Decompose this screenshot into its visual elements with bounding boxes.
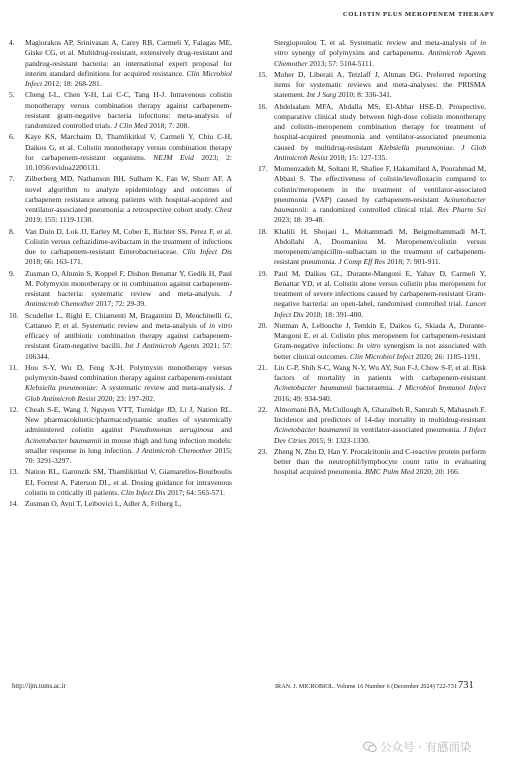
wechat-icon bbox=[363, 741, 377, 753]
reference-segment: in mouse thigh and lung infection models: smaller response in lung infection. bbox=[25, 435, 232, 455]
reference-number: 18. bbox=[258, 226, 268, 236]
reference-segment: 2015; 9: 1323-1330. bbox=[306, 435, 370, 445]
reference-italic-segment: J Glob Antimicrob Resist bbox=[25, 383, 232, 403]
reference-item bbox=[258, 38, 486, 69]
reference-item bbox=[9, 405, 232, 467]
reference-item bbox=[258, 227, 486, 268]
reference-text bbox=[274, 227, 486, 268]
reference-italic-segment: J Infect Dev Ctries bbox=[274, 425, 486, 445]
reference-italic-segment: Int J Antimicrob Agents bbox=[124, 341, 200, 351]
reference-segment: Hou S-Y, Wu D, Feng X-H. Polymyxin monotherapy versus polymyxin-based combination therapy against carbapenem-resistant bbox=[25, 362, 232, 382]
reference-number: 17. bbox=[258, 164, 268, 173]
reference-segment: Khalili H, Shojaei L, Mohammadi M, Beigmohammadi M-T, Abdollahi A, Doomanlou M. Meropenem/colistin versus meropenem/ampicillin–sulbactam in the treatment of carbapenem-resistant pneumonia. bbox=[274, 226, 486, 267]
reference-item bbox=[258, 102, 486, 164]
reference-segment: Cheah S-E, Wang J, Nguyen VTT, Turnidge JD, Li J, Nation RL. New pharmacokinetic/pharmacodynamic studies of systemically administered colistin against bbox=[25, 404, 232, 435]
reference-italic-segment: Clin Infect Dis bbox=[121, 487, 166, 497]
reference-number: 10. bbox=[9, 310, 19, 320]
watermark-text: 公众号 · 有感而染 bbox=[380, 740, 472, 754]
reference-text bbox=[25, 405, 232, 467]
reference-segment: 2016; 49: 934-940. bbox=[274, 393, 332, 403]
reference-italic-segment: Klebsiella pneumoniae. J Glob Antimicrob Resist bbox=[274, 142, 486, 162]
reference-italic-segment: NEJM Evid bbox=[153, 152, 194, 162]
reference-number: 20. bbox=[258, 320, 268, 330]
reference-segment: Zusman O, Altunin S, Koppel F, Dishon Benattar Y, Gedik H, Paul M. Polymyxin monotherapy or in combination against carbapenem-resistant bacteria: systematic review and meta-analysis. bbox=[25, 268, 232, 298]
reference-segment: 2021; 57: 106344. bbox=[25, 341, 232, 361]
reference-segment: Nutman A, Lellouche J, Temkin E, Daikos G, Skiada A, Durante-Mangoni E, et al. Colistin plus meropenem for carbapenem-resistant Gram-negative infections: bbox=[274, 320, 486, 351]
reference-number: 11. bbox=[9, 362, 19, 372]
reference-item bbox=[9, 269, 232, 310]
reference-segment: synergism is not associated with better clinical outcomes. bbox=[274, 341, 487, 361]
reference-segment: 2017; 64: 565-571. bbox=[165, 487, 225, 497]
reference-italic-segment: In vitro bbox=[357, 341, 381, 351]
reference-number: 15. bbox=[258, 69, 268, 79]
reference-italic-segment: Antimicrob Agents Chemother bbox=[274, 48, 486, 68]
reference-italic-segment: Acinetobacter baumannii bbox=[274, 425, 351, 435]
reference-italic-segment: BMC Pulm Med bbox=[364, 467, 415, 477]
reference-segment: 2023; 18: 39-48. bbox=[274, 215, 325, 225]
reference-text bbox=[25, 311, 232, 362]
reference-segment: 2020; 20: 166. bbox=[414, 467, 460, 477]
reference-item bbox=[9, 38, 232, 89]
reference-italic-segment: Acinetobacter baumannii: bbox=[274, 194, 486, 214]
reference-segment: Nation RL, Garonzik SM, Thamlikitkul V, Giamarellos-Bourboulis EJ, Forrest A, Paterson DL, et al. Dosing guidance for intravenous colistin in critically ill patients. bbox=[25, 467, 232, 497]
reference-segment: 2017; 72: 29-39. bbox=[94, 299, 147, 309]
reference-segment: 2023; 2: 10.1056/evidoa2200131. bbox=[25, 152, 232, 172]
reference-segment: Moher D, Liberati A, Tetzlaff J, Altman DG. Preferred reporting items for systematic reviews and meta-analyses: the PRISMA statement. bbox=[274, 69, 486, 100]
reference-segment: Momenzadeh M, Soltani R, Shafiee F, Hakamifard A, Pourahmad M, Abbasi S. The effectiveness of colistin/levofloxacin compared to colistin/meropenem in the treatment of ventilator-associated pneumonia (VAP) caused by carbapenem-resistant bbox=[274, 164, 486, 204]
reference-number: 21. bbox=[258, 362, 268, 372]
reference-number: 13. bbox=[9, 467, 19, 477]
reference-segment: and bbox=[213, 425, 232, 435]
reference-segment: 2013; 57: 5104-5111. bbox=[307, 58, 375, 68]
reference-italic-segment: J Microbiol Immunol Infect bbox=[397, 383, 486, 393]
reference-text bbox=[274, 321, 486, 362]
reference-segment: 2018; 7: 208. bbox=[147, 121, 190, 130]
reference-item bbox=[258, 164, 486, 226]
reference-segment: Abdelsalam MFA, Abdalla MS, El-Abhar HSE-D. Prospective, comparative clinical study between high-dose colistin monotherapy and colistin–meropenem combination therapy for treatment of hospital-acquired pneumonia and ventilator-associated pneumonia caused by multidrug-resistant bbox=[274, 101, 486, 152]
reference-italic-segment: Acinetobacter baumannii bbox=[274, 383, 353, 393]
reference-number: 7. bbox=[9, 174, 15, 184]
reference-segment: 2018; 18: 391-400. bbox=[303, 309, 364, 319]
watermark bbox=[363, 739, 471, 755]
reference-number: 16. bbox=[258, 101, 268, 111]
reference-number: 9. bbox=[9, 268, 15, 278]
reference-number: 14. bbox=[9, 499, 19, 508]
reference-text bbox=[25, 132, 232, 173]
reference-italic-segment: J Antimicrob Chemother bbox=[135, 445, 212, 455]
reference-segment: synergy of polymyxins and carbapenems. bbox=[287, 48, 429, 58]
reference-number: 8. bbox=[9, 226, 15, 236]
reference-segment: 2020; 26: 1185-1191. bbox=[413, 351, 481, 361]
reference-italic-segment: Res Pharm Sci bbox=[437, 205, 487, 214]
reference-text bbox=[25, 269, 232, 310]
reference-italic-segment: Pseudomonas aeruginosa bbox=[130, 425, 214, 435]
reference-text bbox=[25, 363, 232, 404]
reference-number: 19. bbox=[258, 268, 268, 278]
reference-segment: Paul M, Daikos GL, Durante-Mangoni E, Yahav D, Carmeli Y, Benattar YD, et al. Colistin alone versus colistin plus meropenem for treatment of severe infections caused by carbapenem-resistant Gram-negative bacteria: an open-label, randomised controlled trial. bbox=[274, 268, 486, 309]
reference-italic-segment: J Comp Eff Res bbox=[338, 257, 386, 267]
reference-italic-segment: J Antimicrob Chemother bbox=[25, 289, 232, 309]
reference-text bbox=[274, 269, 486, 320]
footer-url: http://ijm.tums.ac.ir bbox=[12, 683, 66, 690]
reference-item bbox=[258, 363, 486, 404]
reference-text bbox=[274, 38, 486, 69]
reference-text bbox=[274, 405, 486, 446]
reference-number: 5. bbox=[9, 90, 15, 100]
reference-text bbox=[25, 90, 232, 131]
reference-segment: Stergiopoulou T, et al. Systematic review and meta-analysis of bbox=[274, 38, 481, 47]
reference-segment: Cheng I-L, Chen Y-H, Lai C-C, Tang H-J. Intravenous colistin monotherapy versus combination therapy against carbapenem-resistant gram-negative bacteria infections: meta-analysis of randomized controlled trials. bbox=[25, 90, 232, 130]
reference-segment: 2018; 66: 163-171. bbox=[25, 257, 83, 267]
reference-item bbox=[258, 447, 486, 478]
running-title: COLISTIN PLUS MEROPENEM THERAPY bbox=[342, 11, 495, 18]
reference-text bbox=[274, 102, 486, 164]
reference-item bbox=[9, 132, 232, 173]
reference-text bbox=[25, 467, 232, 498]
reference-italic-segment: Klebsiella pneumoniae: bbox=[25, 383, 99, 393]
reference-segment: 2010; 8: 336-341. bbox=[336, 90, 392, 100]
reference-number: 12. bbox=[9, 404, 19, 414]
reference-item bbox=[9, 174, 232, 225]
reference-segment: 2018; 15: 127-135. bbox=[327, 152, 388, 162]
reference-italic-segment: in vitro bbox=[209, 320, 232, 330]
reference-item bbox=[258, 321, 486, 362]
reference-text bbox=[25, 174, 232, 225]
reference-item bbox=[9, 90, 232, 131]
reference-segment: A systematic review and meta-analysis. bbox=[98, 383, 229, 393]
reference-text bbox=[274, 363, 486, 404]
reference-italic-segment: J Clin Med bbox=[113, 121, 148, 130]
reference-item bbox=[9, 499, 232, 509]
reference-italic-segment: Clin Infect Dis bbox=[182, 247, 232, 256]
reference-segment: 2012; 18: 268-281. bbox=[42, 79, 102, 88]
reference-segment: Zusman O, Avni T, Leibovici L, Adler A, Friberg L, bbox=[25, 499, 182, 508]
reference-number: 4. bbox=[9, 38, 15, 47]
reference-item bbox=[9, 363, 232, 404]
reference-segment: 2020; 23: 197-202. bbox=[95, 393, 155, 403]
reference-italic-segment: Acinetobacter baumannii bbox=[25, 435, 102, 445]
reference-text bbox=[274, 447, 486, 478]
reference-italic-segment: Lancet Infect Dis bbox=[274, 299, 486, 319]
reference-segment: 2018; 7: 901-911. bbox=[385, 257, 441, 267]
reference-italic-segment: in vitro bbox=[274, 38, 486, 58]
reference-segment: Zheng N, Zhu D, Han Y. Procalcitonin and C-reactive protein perform better than the neutrophil/lymphocyte count ratio in evaluating hospital acquired pneumonia. bbox=[274, 446, 486, 477]
reference-segment: Magiorakos AP, Srinivasan A, Carey RB, Carmeli Y, Falagas ME, Giske CG, et al. Multidrug-resistant, extensively drug-resistant and pandrug-resistant bacteria: an international expert proposal for interim standard definitions for acquired resistance. bbox=[25, 38, 232, 78]
page-number: 731 bbox=[458, 680, 474, 691]
reference-italic-segment: Clin Microbiol Infect bbox=[349, 351, 414, 361]
reference-segment: Van Duin D, Lok JJ, Earley M, Cober E, Richter SS, Perez F, et al. Colistin versus ceftazidime-avibactam in the treatment of infections due to carbapenem-resistant Enterobacteriaceae. bbox=[25, 226, 232, 256]
reference-item bbox=[9, 467, 232, 498]
reference-segment: 2015; 70: 3291-3297. bbox=[25, 445, 233, 465]
reference-segment: in ventilator-associated pneumonia. bbox=[350, 425, 464, 435]
reference-text bbox=[25, 38, 232, 89]
reference-item bbox=[9, 311, 232, 362]
reference-text bbox=[25, 227, 232, 268]
reference-item bbox=[258, 405, 486, 446]
reference-item bbox=[258, 70, 486, 101]
reference-italic-segment: Int J Surg bbox=[306, 90, 337, 100]
footer-journal-citation: IRAN. J. MICROBIOL. Volume 16 Number 6 (December 2024) 722-731 bbox=[275, 683, 457, 690]
reference-segment: Almomani BA, McCullough A, Gharaibeh R, Samrah S, Mahasneh F. Incidence and predictors of 14-day mortality in multidrug-resistant bbox=[274, 404, 486, 424]
reference-item bbox=[258, 269, 486, 320]
reference-segment: a randomized controlled clinical trial. bbox=[308, 205, 438, 214]
reference-segment: Liu C-P, Shih S-C, Wang N-Y, Wu AY, Sun F-J, Chow S-F, et al. Risk factors of mortality in patients with carbapenem-resistant bbox=[274, 362, 486, 382]
reference-number: 22. bbox=[258, 404, 268, 414]
reference-segment: Kaye KS, Marchaim D, Thamlikitkul V, Carmeli Y, Chiu C-H, Daikos G, et al. Colistin monotherapy versus combination therapy for carbapenem-resistant organisms. bbox=[25, 132, 232, 162]
reference-text bbox=[274, 164, 486, 226]
reference-italic-segment: Clin Microbiol Infect bbox=[25, 68, 232, 88]
reference-segment: efficacy of antibiotic combination therapy against carbapenem-resistant Gram-negative bacilli. bbox=[25, 331, 232, 351]
reference-number: 23. bbox=[258, 446, 268, 456]
reference-number: 6. bbox=[9, 132, 15, 142]
reference-segment: bacteraemia. bbox=[352, 383, 398, 393]
reference-italic-segment: Chest bbox=[214, 205, 232, 214]
references-column-right bbox=[258, 38, 486, 479]
references-column-left bbox=[9, 38, 232, 510]
reference-text bbox=[274, 70, 486, 101]
reference-text bbox=[25, 499, 232, 509]
reference-segment: 2019; 155: 1119-1130. bbox=[25, 215, 94, 225]
reference-item bbox=[9, 227, 232, 268]
reference-segment: Scudeller L, Righi E, Chiamenti M, Bragantini D, Menchinelli G, Cattaneo P, et al. Systematic review and meta-analysis of bbox=[25, 310, 232, 330]
reference-segment: Zilberberg MD, Nathanson BH, Sulham K, Fan W, Shorr AF. A novel algorithm to analyze epidemiology and outcomes of carbapenem resistance among patients with hospital-acquired and ventilator-associated pneumonia: a retrospective cohort study. bbox=[25, 174, 232, 214]
